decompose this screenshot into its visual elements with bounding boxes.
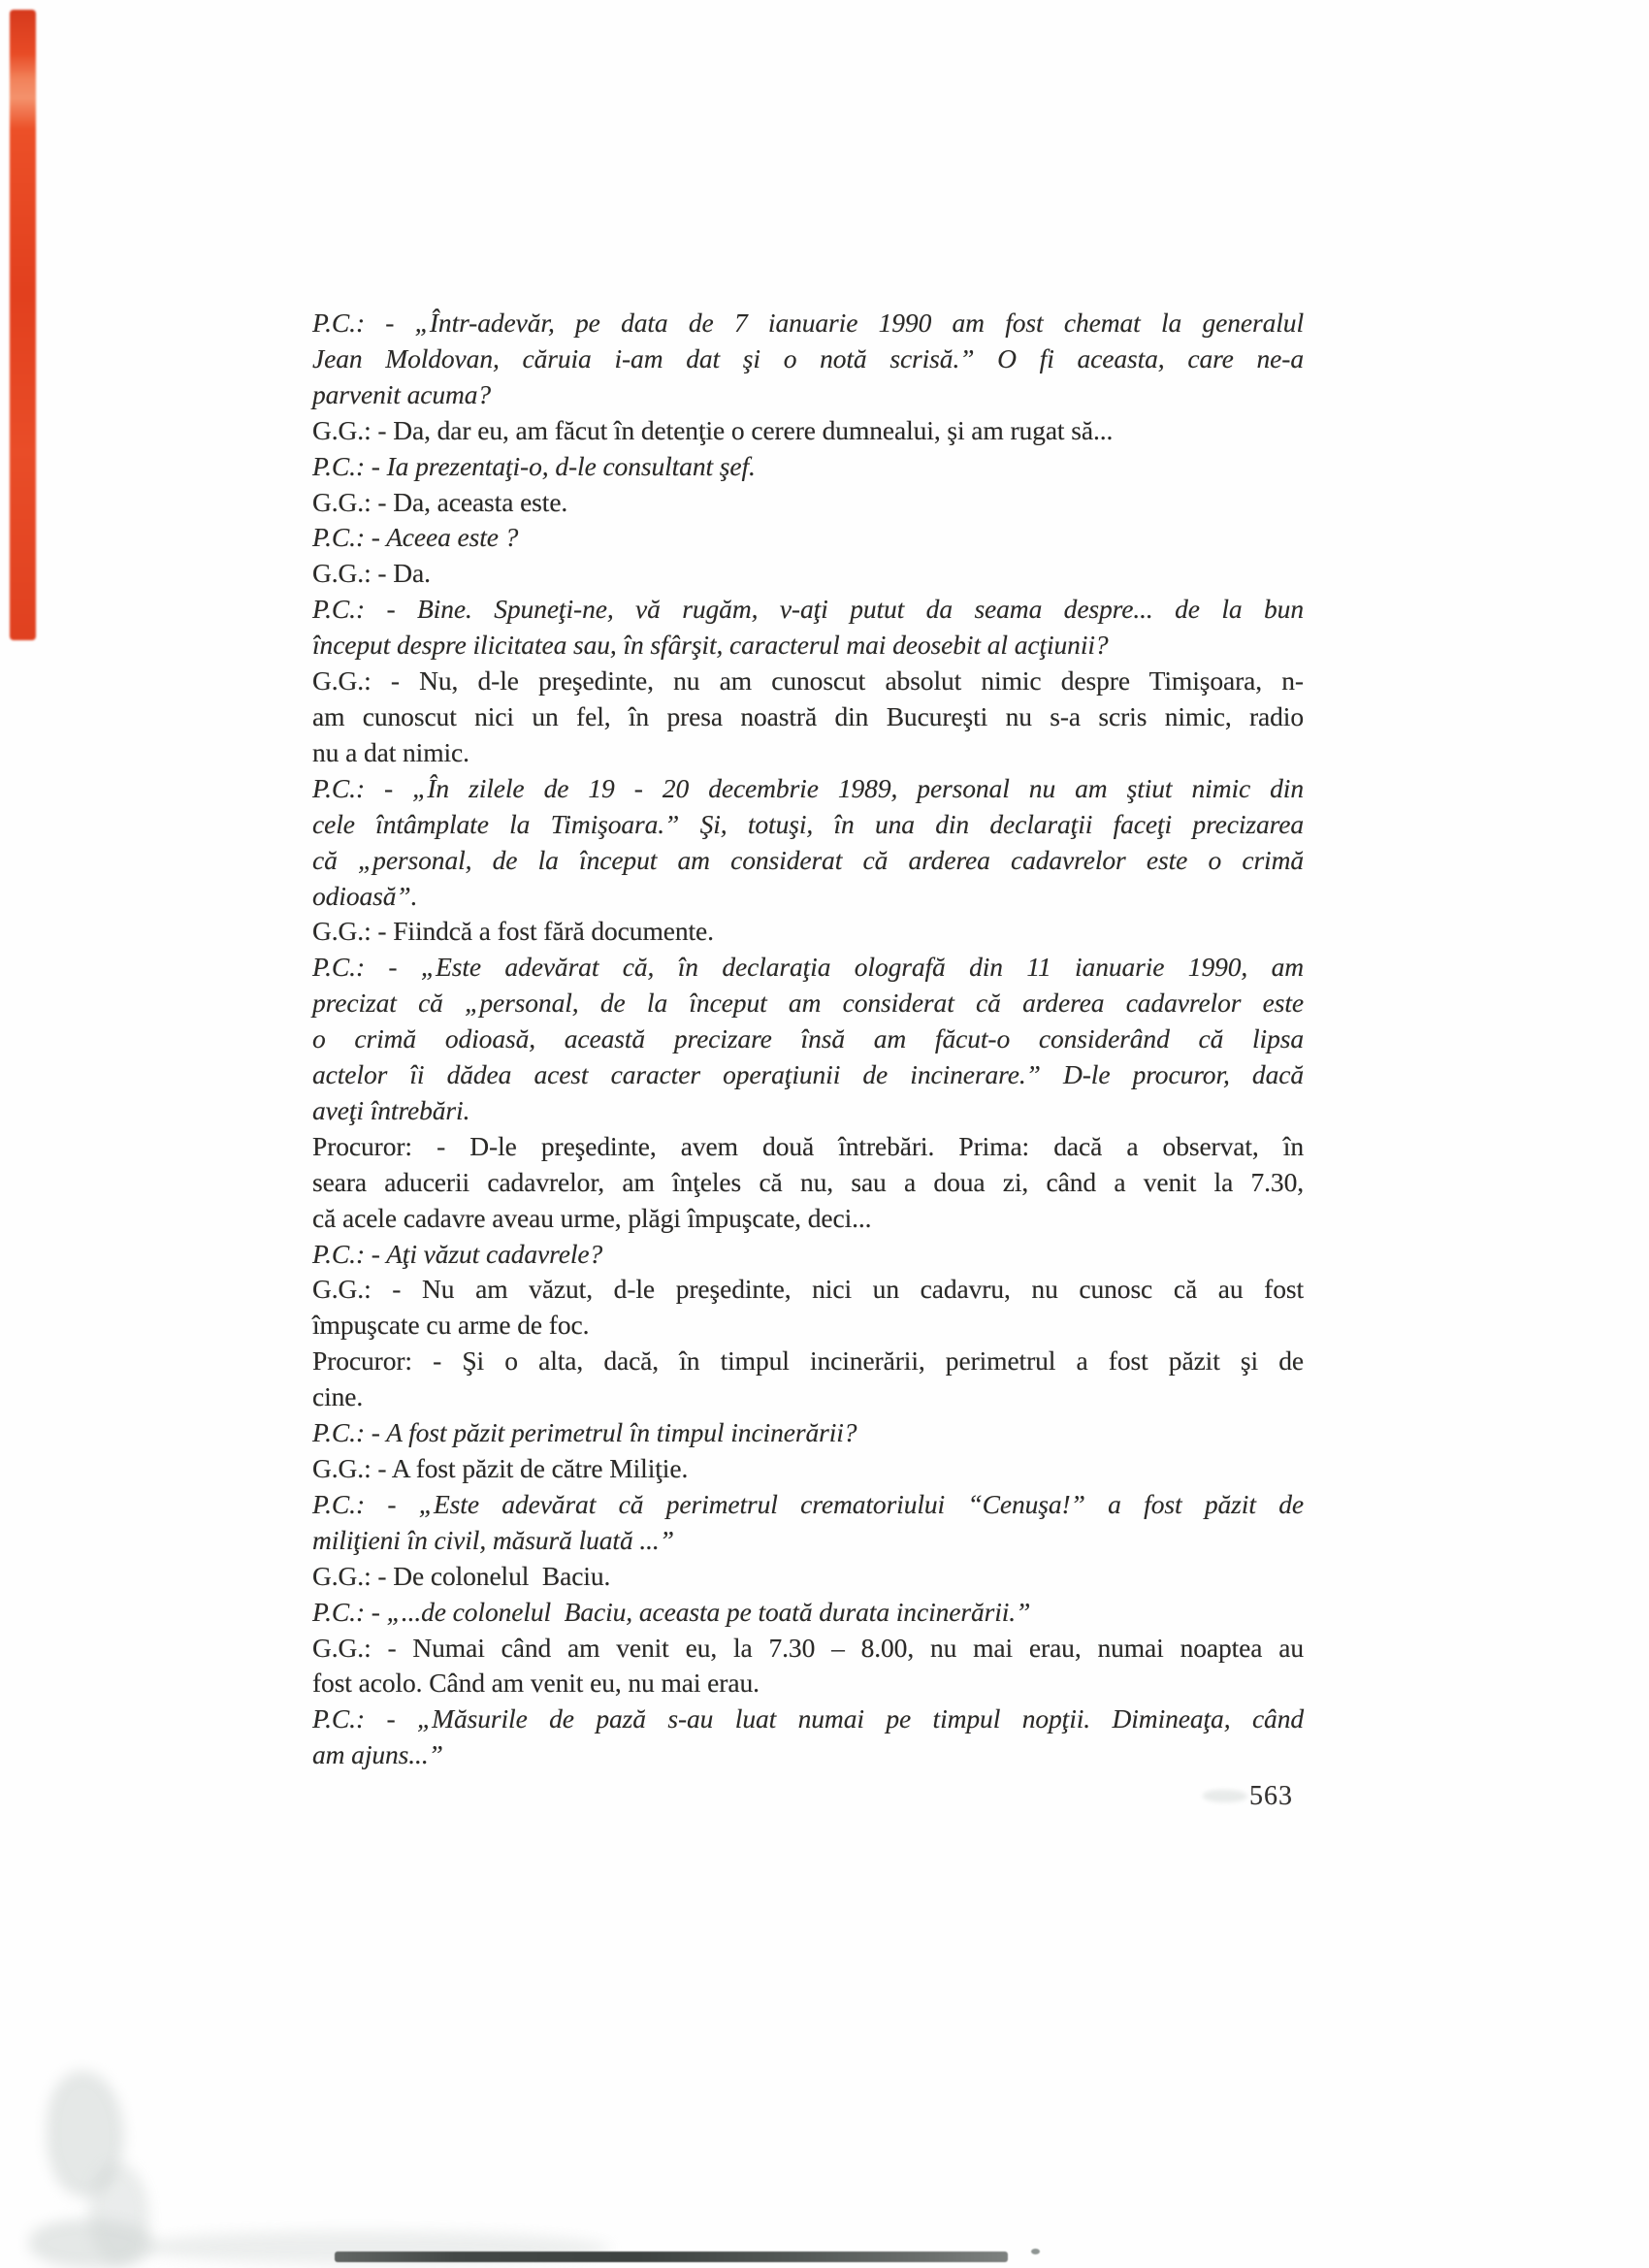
text-line: G.G.: - Fiindcă a fost fără documente. <box>312 916 714 947</box>
paragraph <box>312 449 1304 485</box>
paragraph <box>312 1415 1304 1451</box>
scan-artifact-smudge <box>29 2219 155 2268</box>
text-line: G.G.: - Nu, d-le preşedinte, nu am cunoscut absolut nimic despre Timişoara, n- <box>312 665 1304 697</box>
text-line: G.G.: - Nu am văzut, d-le preşedinte, nici un cadavru, nu cunosc că au fost <box>312 1274 1304 1305</box>
text-line: am cunoscut nici un fel, în presa noastră din Bucureşti nu s-a scris nimic, radio <box>312 700 1304 731</box>
text-line: fost acolo. Când am venit eu, nu mai erau. <box>312 1668 760 1699</box>
text-line: cele întâmplate la Timişoara.” Şi, totuşi, în una din declaraţii faceţi precizarea <box>312 808 1304 839</box>
text-line: precizat că „personal, de la început am considerat că arderea cadavrelor este <box>312 988 1304 1019</box>
text-line: că „personal, de la început am considerat că arderea cadavrelor este o crimă <box>312 844 1304 875</box>
text-line: parvenit acuma? <box>312 378 492 409</box>
text-line: G.G.: - A fost păzit de către Miliţie. <box>312 1453 689 1483</box>
paragraph <box>312 556 1304 592</box>
text-line: P.C.: - Bine. Spuneţi-ne, vă rugăm, v-aţi putut da seama despre... de la bun <box>312 594 1304 625</box>
text-line: G.G.: - Numai când am venit eu, la 7.30 – 8.00, nu mai erau, numai noaptea au <box>312 1632 1304 1663</box>
paragraph <box>312 1451 1304 1487</box>
paragraph <box>312 914 1304 950</box>
text-line: P.C.: - „Măsurile de pază s-au luat numai pe timpul nopţii. Dimineaţa, când <box>312 1703 1304 1734</box>
scan-artifact-bottom-bar <box>335 2252 1008 2262</box>
text-line: început despre ilicitatea sau, în sfârşit, caracterul mai deosebit al acţiunii? <box>312 630 1109 661</box>
text-line: P.C.: - „Este adevărat că, în declaraţia olografă din 11 ianuarie 1990, am <box>312 952 1304 983</box>
text-line: P.C.: - Aţi văzut cadavrele? <box>312 1238 603 1269</box>
text-line: împuşcate cu arme de foc. <box>312 1310 590 1341</box>
text-line: o crimă odioasă, această precizare însă am făcut-o considerând că lipsa <box>312 1023 1304 1054</box>
text-line: actelor îi dădea acest caracter operaţiunii de incinerare.” D-le procuror, dacă <box>312 1059 1304 1090</box>
scan-artifact-speck <box>1031 2249 1040 2254</box>
paragraph <box>312 1631 1304 1702</box>
paragraph <box>312 1129 1304 1237</box>
text-line: G.G.: - Da, aceasta este. <box>312 486 568 517</box>
paragraph <box>312 771 1304 915</box>
paragraph <box>312 413 1304 449</box>
text-line: P.C.: - „În zilele de 19 - 20 decembrie 1989, personal nu am ştiut nimic din <box>312 772 1304 803</box>
paragraph <box>312 1344 1304 1415</box>
text-line: miliţieni în civil, măsură luată ...” <box>312 1524 674 1555</box>
text-line: G.G.: - Da. <box>312 558 431 589</box>
text-line: aveţi întrebări. <box>312 1094 470 1125</box>
text-line: P.C.: - A fost păzit perimetrul în timpul incinerării? <box>312 1417 857 1448</box>
text-line: P.C.: - „...de colonelul Baciu, aceasta pe toată durata incinerării.” <box>312 1596 1031 1627</box>
text-block <box>312 306 1304 1773</box>
text-line: P.C.: - Ia prezentaţi-o, d-le consultant şef. <box>312 450 756 481</box>
scan-artifact-red-stripe <box>10 10 36 640</box>
text-line: P.C.: - „Este adevărat că perimetrul crematoriului “Cenuşa!” a fost păzit de <box>312 1488 1304 1519</box>
paragraph <box>312 1595 1304 1631</box>
scan-artifact-smudge <box>1203 1790 1247 1802</box>
paragraph <box>312 1559 1304 1595</box>
text-line: odioasă”. <box>312 880 418 911</box>
paragraph <box>312 1272 1304 1344</box>
text-line: G.G.: - De colonelul Baciu. <box>312 1560 611 1591</box>
text-line: Procuror: - D-le preşedinte, avem două întrebări. Prima: dacă a observat, în <box>312 1130 1304 1161</box>
text-line: seara aducerii cadavrelor, am înţeles că nu, sau a doua zi, când a venit la 7.30, <box>312 1166 1304 1197</box>
paragraph <box>312 664 1304 771</box>
text-line: am ajuns...” <box>312 1739 443 1770</box>
paragraph <box>312 1237 1304 1273</box>
text-line: că acele cadavre aveau urme, plăgi împuşcate, deci... <box>312 1202 872 1233</box>
paragraph <box>312 592 1304 664</box>
paragraph <box>312 950 1304 1129</box>
text-line: cine. <box>312 1381 364 1412</box>
text-line: Jean Moldovan, căruia i-am dat şi o notă scrisă.” O fi aceasta, care ne-a <box>312 342 1304 373</box>
paragraph <box>312 485 1304 521</box>
page-number: 563 <box>1249 1781 1293 1811</box>
text-line: G.G.: - Da, dar eu, am făcut în detenţie o cerere dumnealui, şi am rugat să... <box>312 414 1114 445</box>
paragraph <box>312 1701 1304 1773</box>
text-line: P.C.: - „Într-adevăr, pe data de 7 ianuarie 1990 am fost chemat la generalul <box>312 308 1304 338</box>
text-line: Procuror: - Şi o alta, dacă, în timpul incinerării, perimetrul a fost păzit şi de <box>312 1345 1304 1377</box>
paragraph <box>312 1487 1304 1559</box>
paragraph <box>312 520 1304 556</box>
text-line: P.C.: - Aceea este ? <box>312 522 519 553</box>
text-line: nu a dat nimic. <box>312 736 469 767</box>
paragraph <box>312 306 1304 413</box>
